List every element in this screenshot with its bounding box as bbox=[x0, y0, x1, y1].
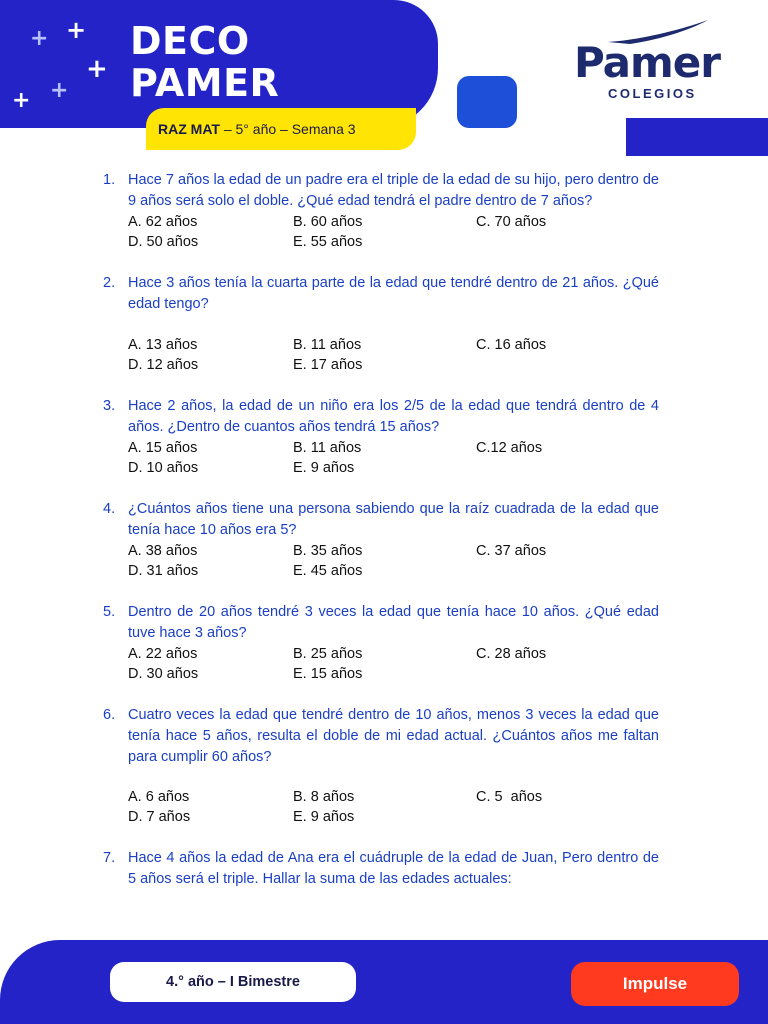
option-a: A. 38 años bbox=[128, 543, 198, 559]
question-number: 4. bbox=[103, 501, 116, 517]
logo-name: Pamer bbox=[574, 38, 720, 87]
grade-label: 4.° año – I Bimestre bbox=[110, 962, 356, 1002]
option-a: A. 6 años bbox=[128, 789, 190, 805]
plus-decoration-icon: + bbox=[12, 88, 31, 113]
option-c: C. 37 años bbox=[476, 543, 547, 559]
option-b: B. 11 años bbox=[293, 440, 362, 456]
page-title bbox=[130, 20, 279, 104]
logo-subtitle: COLEGIOS bbox=[608, 86, 697, 101]
question-number: 2. bbox=[103, 275, 116, 291]
question-text: Dentro de 20 años tendré 3 veces la edad que tenía hace 10 años. ¿Qué edad tuve hace 3 años? bbox=[128, 604, 659, 641]
option-b: B. 11 años bbox=[293, 337, 362, 353]
option-list bbox=[128, 541, 659, 581]
option-d: D. 7 años bbox=[128, 809, 191, 825]
option-list bbox=[128, 787, 659, 827]
option-e: E. 17 años bbox=[293, 357, 363, 373]
option-e: E. 9 años bbox=[293, 809, 355, 825]
question-number: 5. bbox=[103, 604, 116, 620]
question-text: Cuatro veces la edad que tendré dentro de 10 años, menos 3 veces la edad que tenía hace 5 años, resulta el doble de mi edad actual. ¿Cuántos años me faltan para cumplir 60 años? bbox=[128, 707, 659, 765]
question-item bbox=[103, 848, 659, 890]
question-number: 3. bbox=[103, 398, 116, 414]
plus-decoration-icon: + bbox=[86, 54, 108, 84]
option-d: D. 31 años bbox=[128, 563, 199, 579]
option-a: A. 15 años bbox=[128, 440, 198, 456]
question-text: ¿Cuántos años tiene una persona sabiendo que la raíz cuadrada de la edad que tenía hace 10 años era 5? bbox=[128, 501, 659, 538]
question-item bbox=[103, 170, 659, 252]
question-text: Hace 3 años tenía la cuarta parte de la edad que tendré dentro de 21 años. ¿Qué edad tengo? bbox=[128, 275, 659, 312]
decorative-block bbox=[626, 118, 768, 156]
option-d: D. 12 años bbox=[128, 357, 199, 373]
option-a: A. 62 años bbox=[128, 214, 198, 230]
option-b: B. 25 años bbox=[293, 646, 363, 662]
question-number: 1. bbox=[103, 172, 116, 188]
option-c: C. 28 años bbox=[476, 646, 547, 662]
option-e: E. 45 años bbox=[293, 563, 363, 579]
question-item bbox=[103, 499, 659, 581]
plus-decoration-icon: + bbox=[30, 26, 49, 51]
option-a: A. 22 años bbox=[128, 646, 198, 662]
option-e: E. 55 años bbox=[293, 234, 363, 250]
question-number: 7. bbox=[103, 850, 116, 866]
question-text: Hace 7 años la edad de un padre era el triple de la edad de su hijo, pero dentro de 9 años será solo el doble. ¿Qué edad tendrá el padre dentro de 7 años? bbox=[128, 172, 659, 209]
option-b: B. 35 años bbox=[293, 543, 363, 559]
option-list bbox=[128, 212, 659, 252]
option-list bbox=[128, 644, 659, 684]
option-b: B. 60 años bbox=[293, 214, 363, 230]
option-list bbox=[128, 438, 659, 478]
question-text: Hace 4 años la edad de Ana era el cuádruple de la edad de Juan, Pero dentro de 5 años será el triple. Hallar la suma de las edades actuales: bbox=[128, 850, 659, 887]
plus-decoration-icon: + bbox=[66, 16, 87, 44]
decorative-square bbox=[457, 76, 517, 128]
title-line-2: PAMER bbox=[130, 61, 280, 105]
question-item bbox=[103, 705, 659, 827]
title-line-1: DECO bbox=[130, 19, 250, 63]
option-d: D. 50 años bbox=[128, 234, 199, 250]
option-e: E. 9 años bbox=[293, 460, 355, 476]
option-c: C. 70 años bbox=[476, 214, 547, 230]
question-text: Hace 2 años, la edad de un niño era los 2/5 de la edad que tendrá dentro de 4 años. ¿Dentro de cuantos años tendrá 15 años? bbox=[128, 398, 659, 435]
option-list bbox=[128, 335, 659, 375]
option-b: B. 8 años bbox=[293, 789, 355, 805]
option-d: D. 10 años bbox=[128, 460, 199, 476]
subject-label bbox=[146, 108, 416, 150]
option-a: A. 13 años bbox=[128, 337, 198, 353]
subject-detail: – 5° año – Semana 3 bbox=[219, 121, 356, 137]
question-item bbox=[103, 396, 659, 478]
pamer-logo bbox=[574, 18, 734, 102]
option-c: C.12 años bbox=[476, 440, 543, 456]
option-e: E. 15 años bbox=[293, 666, 363, 682]
option-d: D. 30 años bbox=[128, 666, 199, 682]
question-item bbox=[103, 602, 659, 684]
impulse-badge: Impulse bbox=[571, 962, 739, 1006]
option-c: C. 16 años bbox=[476, 337, 547, 353]
plus-decoration-icon: + bbox=[50, 78, 69, 103]
question-list bbox=[103, 170, 659, 890]
option-c: C. 5 años bbox=[476, 789, 543, 805]
question-item bbox=[103, 273, 659, 375]
question-number: 6. bbox=[103, 707, 116, 723]
subject-name: RAZ MAT bbox=[158, 121, 220, 137]
